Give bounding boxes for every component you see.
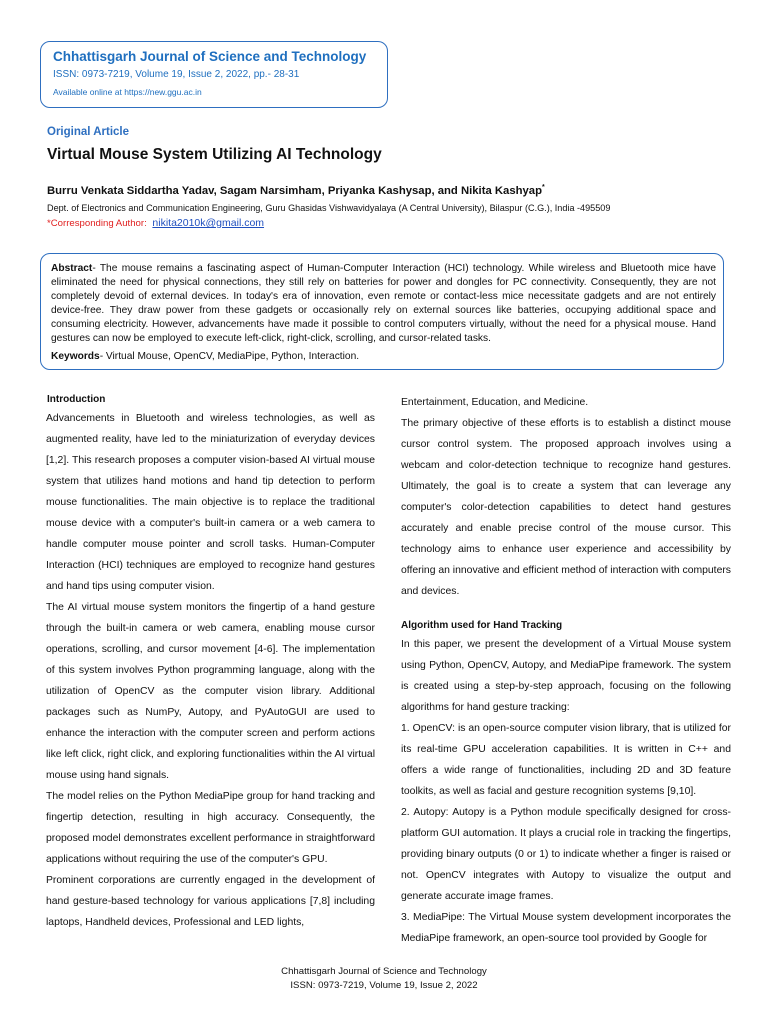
abstract-box [40, 253, 724, 370]
corresponding-author [47, 217, 264, 229]
introduction-heading: Introduction [47, 394, 106, 405]
body-paragraph: The model relies on the Python MediaPipe group for hand tracking and fingertip detection, resulting in high accuracy. Consequently, the proposed model demonstrates excellent performance in straightforward applications without requiring the use of the computer's GPU. [46, 791, 375, 865]
body-paragraph: 1. OpenCV: is an open-source computer vision library, that is utilized for its real-time GPU acceleration capabilities. It is written in C++ and offers a wide range of functionalities, including 2D and 3D feature toolkits, as well as facial and gesture recognition systems [9,10]. [401, 723, 731, 797]
footer-journal-name: Chhattisgarh Journal of Science and Technology [281, 966, 487, 977]
body-paragraph: 2. Autopy: Autopy is a Python module specifically designed for cross-platform GUI automation. It plays a crucial role in tracking the fingertips, providing binary outputs (0 or 1) to indicate whether a finger is raised or not. OpenCV integrates with Autopy to visualize the output and generate accurate image frames. [401, 807, 731, 902]
journal-name: Chhattisgarh Journal of Science and Technology [53, 49, 367, 64]
left-column [46, 392, 375, 933]
section-spacer [401, 602, 731, 618]
abstract [51, 262, 716, 346]
article-type: Original Article [47, 126, 130, 138]
corresponding-email-link[interactable]: nikita2010k@gmail.com [152, 217, 265, 229]
body-paragraph: Prominent corporations are currently engaged in the development of hand gesture-based technology for various applications [7,8] including laptops, Handheld devices, Professional and LED lights, [46, 875, 375, 928]
right-column [401, 392, 731, 949]
body-paragraph: 3. MediaPipe: The Virtual Mouse system development incorporates the MediaPipe framework, an open-source tool provided by Google for [401, 912, 731, 944]
author-list: Burru Venkata Siddartha Yadav, Sagam Narsimham, Priyanka Kashysap, and Nikita Kashyap [47, 184, 542, 197]
keywords-label: Keywords [51, 351, 100, 362]
affiliation: Dept. of Electronics and Communication Engineering, Guru Ghasidas Vishwavidyalaya (A Central University), Bilaspur (C.G.), India -495509 [47, 203, 611, 213]
page-footer [0, 965, 768, 993]
keywords [51, 350, 716, 364]
corresponding-mark: * [541, 184, 545, 191]
algorithm-heading: Algorithm used for Hand Tracking [401, 620, 563, 631]
corresponding-label: *Corresponding Author: [47, 218, 147, 229]
body-paragraph: The AI virtual mouse system monitors the fingertip of a hand gesture through the built-in camera or web camera, enabling mouse cursor operations, scrolling, and cursor movement [4-6]. The implementation of this system involves Python programming language, along with the utilization of OpenCV as the computer vision library. Additional packages such as NumPy, Autopy, and PyAutoGUI are used to enhance the interaction with the computer screen and perform actions like left click, right click, and exploring functionalities within the AI virtual mouse using hand signals. [46, 602, 375, 781]
authors [47, 184, 545, 197]
body-paragraph: Entertainment, Education, and Medicine. [401, 397, 589, 408]
article-title: Virtual Mouse System Utilizing AI Technology [47, 146, 382, 163]
journal-issn: ISSN: 0973-7219, Volume 19, Issue 2, 2022, pp.- 28-31 [53, 69, 300, 80]
body-paragraph: The primary objective of these efforts is to establish a distinct mouse cursor control system. The proposed approach involves using a webcam and color-detection technique to recognize hand gestures. Ultimately, the goal is to create a system that can leverage any computer's color-detection capabilities to detect hand gestures accurately and enable precise control of the mouse cursor. This technology aims to enhance user experience and accessibility by offering an innovative and efficient method of interaction with computers and devices. [401, 418, 732, 597]
body-paragraph: Advancements in Bluetooth and wireless technologies, as well as augmented reality, have led to the miniaturization of everyday devices [1,2]. This research proposes a computer vision-based AI virtual mouse system that utilizes hand motions and hand tip detection to perform mouse functionalities. The main objective is to replace the traditional mouse device with a computer's built-in camera or a web camera to handle computer mouse pointer and scroll tasks. Human-Computer Interaction (HCI) techniques are employed to recognize hand gestures and hand tips using computer vision. [46, 413, 375, 592]
journal-header-box [40, 41, 388, 108]
keywords-text: - Virtual Mouse, OpenCV, MediaPipe, Python, Interaction. [99, 351, 360, 362]
body-paragraph: In this paper, we present the development of a Virtual Mouse system using Python, OpenCV, Autopy, and MediaPipe framework. The system is created using a step-by-step approach, focusing on the following algorithms for hand gesture tracking: [401, 639, 731, 713]
footer-issn: ISSN: 0973-7219, Volume 19, Issue 2, 2022 [290, 980, 478, 991]
abstract-label: Abstract [51, 263, 93, 274]
journal-online-link[interactable]: Available online at https://new.ggu.ac.in [53, 87, 202, 97]
abstract-text: - The mouse remains a fascinating aspect of Human-Computer Interaction (HCI) technology. While wireless and Bluetooth mice have eliminated the need for physical connections, they still rely on batteries for power and dongles for PC connectivity. Consequently, they are not completely devoid of external devices. In today's era of innovation, even remote or contact-less mice necessitate gadgets and are not entirely device-free. They draw power from these gadgets or occasionally rely on external sources like batteries, occupying additional space and consuming electricity. However, advancements have made it possible to control computers virtually, without the need for a physical mouse. Hand gestures can now be employed to execute left-click, right-click, scrolling, and cursor-related tasks. [51, 263, 716, 344]
